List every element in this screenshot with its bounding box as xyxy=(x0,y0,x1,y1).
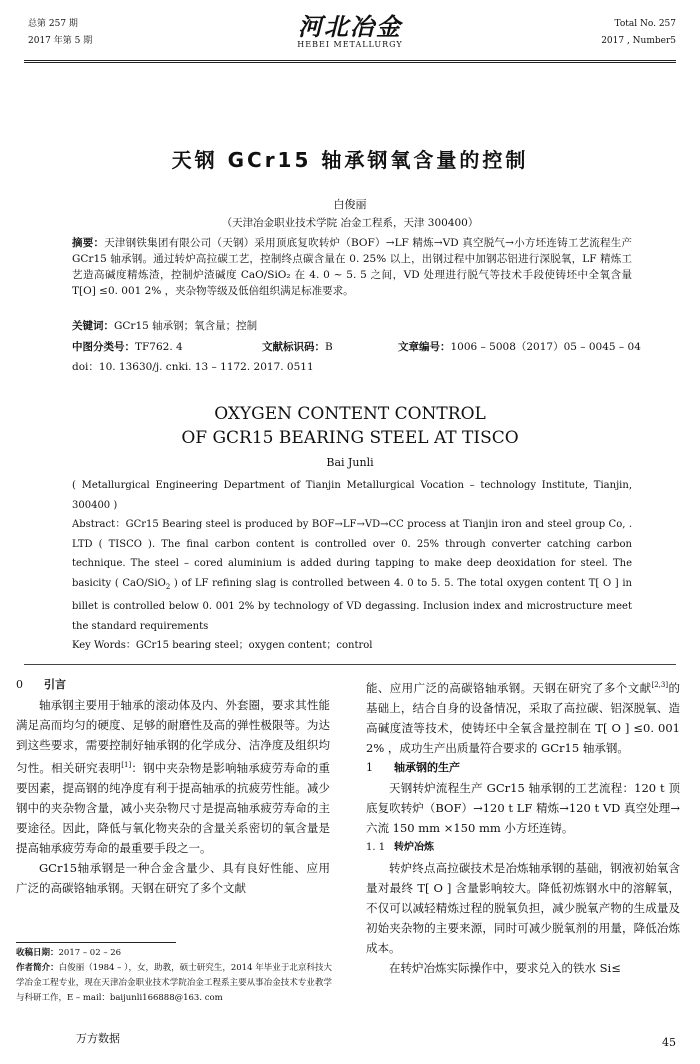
author-bio-label: 作者简介： xyxy=(16,963,59,973)
author-en: Bai Junli xyxy=(326,456,374,469)
received-label: 收稿日期： xyxy=(16,948,59,958)
keywords-cn-label: 关键词： xyxy=(72,320,114,332)
keywords-en-label: Key Words： xyxy=(72,640,136,651)
keywords-en-text: GCr15 bearing steel；oxygen content；control xyxy=(135,640,373,651)
article-number xyxy=(398,339,641,354)
body-column-right xyxy=(366,675,680,978)
issue-cn: 总第 257 期 xyxy=(28,19,78,29)
section-1-1-heading xyxy=(366,838,680,858)
header-rule-thin xyxy=(24,62,676,63)
paper-title-en xyxy=(0,402,700,450)
abstract-cn-label: 摘要： xyxy=(72,237,105,249)
doi: doi：10. 13630/j. cnki. 13 – 1172. 2017. 0511 xyxy=(72,361,314,373)
clc-number xyxy=(72,339,183,354)
section-1-number: 1 xyxy=(366,760,373,774)
masthead xyxy=(0,14,700,50)
keywords-cn-text: GCr15 轴承钢；氧含量；控制 xyxy=(114,320,258,332)
doc-value: B xyxy=(325,341,333,353)
paragraph-gcr15-start xyxy=(16,858,330,895)
section-0-heading xyxy=(16,675,330,695)
section-0-number: 0 xyxy=(16,678,23,691)
doc-label: 文献标识码： xyxy=(262,341,325,353)
paragraph-gcr15-cont xyxy=(366,675,680,758)
watermark: 万方数据 xyxy=(76,1032,120,1045)
abstract-en-text-1: GCr15 Bearing steel is produced by BOF→LF→VD→CC process at Tianjin iron and steel group Co, . LTD ( TISCO ). The final carbon content is controlled over 0. 25% through converter catching carbon technique. The steel – cored aluminium is added during tapping to make deep deoxidation for steel. The basicity ( CaO/SiO xyxy=(72,519,633,589)
paragraph-operation: 在转炉冶炼实际操作中，要求兑入的铁水 Si≤ xyxy=(389,960,621,975)
header-right xyxy=(601,16,676,50)
clc-label: 中图分类号： xyxy=(72,341,135,353)
author-cn: 白俊丽 xyxy=(333,198,367,211)
journal-name-en: HEBEI METALLURGY xyxy=(297,40,403,49)
abstract-en-block xyxy=(72,476,632,656)
section-1-heading xyxy=(366,758,680,778)
journal-name-cn: 河北冶金 xyxy=(298,12,402,41)
paragraph-intro xyxy=(16,695,330,858)
section-1-1-number: 1. 1 xyxy=(366,841,386,853)
article-value: 1006 – 5008（2017）05 – 0045 – 04 xyxy=(450,341,641,353)
author-bio xyxy=(16,961,332,1006)
issue-en: Total No. 257 xyxy=(614,19,676,29)
abstract-en xyxy=(72,515,632,636)
doc-code xyxy=(262,339,333,354)
abstract-en-label: Abstract： xyxy=(72,519,126,530)
abstract-cn-text: 天津钢铁集团有限公司（天钢）采用顶底复吹转炉（BOF）→LF 精炼→VD 真空脱气→小方坯连铸工艺流程生产 GCr15 轴承钢。通过转炉高拉碳工艺，控制终点碳含量在 0. 25% 以上，出钢过程中加钢芯铝进行深脱氧，LF 精炼工艺造高碱度精炼渣，控制炉渣碱度 CaO/SiO₂ 在 4. 0 ~ 5. 5 之间，VD 处理进行脱气等技术手段使铸坯中全氧含量 T[O] ≤0. 001 2% ，夹杂物等级及低倍组织满足标准要求。 xyxy=(72,237,632,297)
title-en-line2: OF GCR15 BEARING STEEL AT TISCO xyxy=(181,428,519,448)
header-rule xyxy=(24,60,676,61)
ref-2: [2,3] xyxy=(651,681,669,689)
paper-title-cn: 天钢 GCr15 轴承钢氧含量的控制 xyxy=(171,148,529,172)
date-cn: 2017 年第 5 期 xyxy=(28,36,93,46)
gcr15-text-b: 的基础上，结合自身的设备情况，采取了高拉碳、铝深脱氧、造高碱度渣等技术，使铸坯中全氧含量控制在 T[ O ] ≤0. 001 2% ，成功生产出质量符合要求的 GCr15 轴承钢。 xyxy=(366,680,681,755)
paragraph-converter: 转炉终点高拉碳技术是冶炼轴承钢的基础，钢液初始氧含量对最终 T[ O ] 含量影响较大。降低初炼钢水中的溶解氧，不仅可以减轻精炼过程的脱氧负担，减少脱氧产物的生成量及初始夹杂物的主要来源，同时可减少脱氧剂的用量，降低冶炼成本。 xyxy=(366,860,680,955)
section-0-title: 引言 xyxy=(44,678,66,691)
ref-1: [1] xyxy=(121,761,132,769)
received-value: 2017 – 02 – 26 xyxy=(58,948,122,958)
intro-text-b: ：钢中夹杂物是影响轴承疲劳寿命的重要因素，提高钢的纯净度有利于提高轴承的抗疲劳性能。减少钢中的夹杂物含量，减小夹杂物尺寸是提高轴承疲劳寿命的主要途径。因此，降低与氧化物夹杂的含量关系密切的氧含量是提高轴承疲劳寿命的最重要手段之一。 xyxy=(16,760,331,855)
affiliation-en: ( Metallurgical Engineering Department of Tianjin Metallurgical Vocation – technology Institute, Tianjin, 300400 ) xyxy=(72,480,632,511)
page-number: 45 xyxy=(662,1036,676,1049)
section-1-title: 轴承钢的生产 xyxy=(394,760,460,774)
section-divider xyxy=(24,664,676,665)
footnote xyxy=(16,946,332,1006)
abstract-en-text-2: ) of LF refining slag is controlled between 4. 0 to 5. 5. The total oxygen content T[ O ] in billet is controlled below 0. 001 2% by technology of VD degassing. Inclusion index and microstructure meet the standard requirements xyxy=(72,577,632,632)
abstract-cn xyxy=(72,235,632,299)
intro-text-a: 轴承钢主要用于轴承的滚动体及内、外套圈，要求其性能满足高而均匀的硬度、足够的耐磨性及高的弹性极限等。为达到这些要求，需要控制好轴承钢的化学成分、洁净度及组织均匀性。相关研究表明 xyxy=(16,698,330,775)
author-bio-text: 白俊丽（1984 – ），女，助教，硕士研究生，2014 年毕业于北京科技大学冶金工程专业，现在天津冶金职业技术学院冶金工程系主要从事冶金技术专业教学与科研工作，E – mail：baijunli166888@163. com xyxy=(16,963,332,1003)
section-1-1-title: 转炉冶炼 xyxy=(394,841,434,853)
abstract-en-sub: 2 xyxy=(165,582,171,591)
date-en: 2017 , Number5 xyxy=(601,36,676,46)
keywords-cn xyxy=(72,318,632,334)
title-en-line1: OXYGEN CONTENT CONTROL xyxy=(214,404,486,424)
footnote-rule xyxy=(16,942,176,943)
gcr15-text-a: GCr15轴承钢是一种合金含量少、具有良好性能、应用广泛的高碳铬轴承钢。天钢在研究了多个文献 xyxy=(16,860,330,895)
paragraph-process: 天钢转炉流程生产 GCr15 轴承钢的工艺流程：120 t 顶底复吹转炉（BOF）→120 t LF 精炼→120 t VD 真空处理→六流 150 mm ×150 mm 小方坯连铸。 xyxy=(366,780,680,835)
keywords-en xyxy=(72,636,632,656)
affiliation-cn: （天津冶金职业技术学院 冶金工程系，天津 300400） xyxy=(221,217,479,229)
gcr15-continued-text: 能、应用广泛的高碳铬轴承钢。天钢在研究了多个文献 xyxy=(366,680,652,695)
received-date xyxy=(16,946,332,961)
body-column-left xyxy=(16,675,331,895)
article-label: 文章编号： xyxy=(398,341,451,353)
clc-value: TF762. 4 xyxy=(135,341,183,353)
